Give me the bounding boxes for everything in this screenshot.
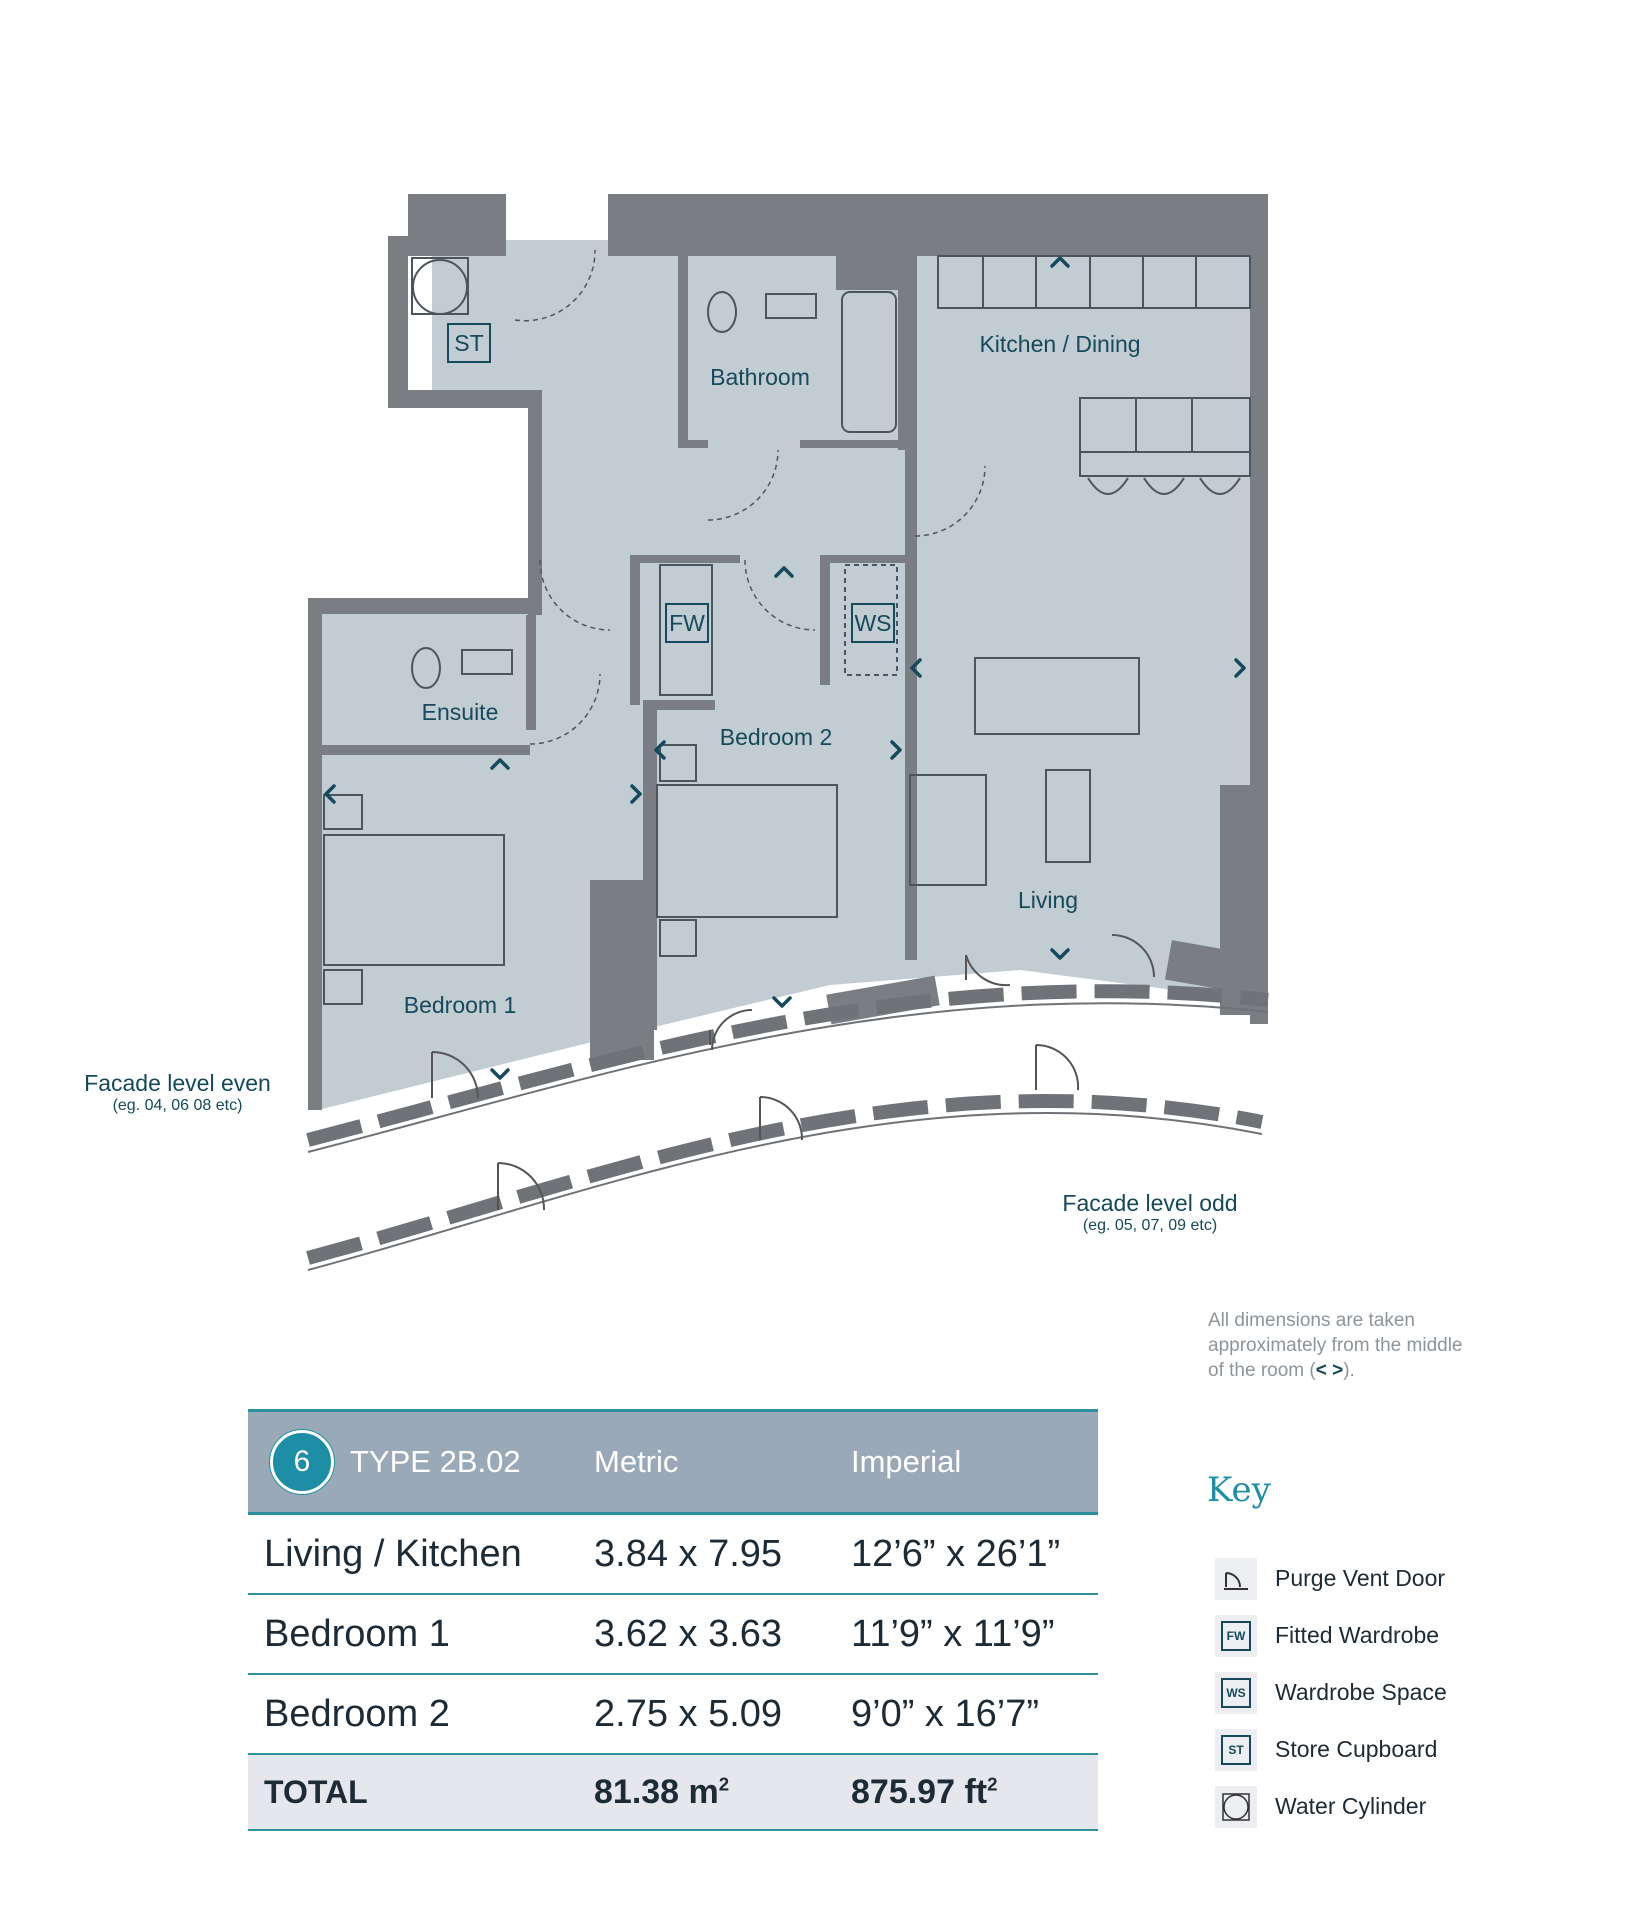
svg-text:FW: FW [669,610,705,636]
dimensions-note: All dimensions are taken approximately from the middle of the room (< >). [1208,1310,1463,1381]
svg-text:ST: ST [454,330,484,356]
key-item-water-cylinder: Water Cylinder [1215,1778,1447,1835]
key-item-wardrobe-space: WS Wardrobe Space [1215,1664,1447,1721]
metric-column-header: Metric [594,1411,851,1514]
key-item-fitted-wardrobe: FW Fitted Wardrobe [1215,1607,1447,1664]
room-label-living: Living [1017,887,1079,913]
svg-text:WS: WS [854,610,892,636]
room-label-bathroom: Bathroom [710,364,810,390]
total-row: TOTAL 81.38 $m^2$ 875.97 $ft^2$ [248,1754,1098,1830]
unit-number-badge: 6 [270,1430,334,1494]
facade-odd-glazing [308,1101,1262,1270]
facade-odd-label: Facade level odd (eg. 05, 07, 09 etc) [1062,1190,1238,1234]
purge-vent-door-icon [1215,1558,1257,1600]
unit-type: TYPE 2B.02 [350,1444,521,1479]
fitted-wardrobe-icon: FW [1215,1615,1257,1657]
table-row: Bedroom 2 2.75 x 5.09 9’0” x 16’7” [248,1674,1098,1754]
water-cylinder-icon [1215,1786,1257,1828]
key-title: Key [1207,1470,1271,1510]
area-schedule-table [248,1409,1098,1831]
room-label-bedroom-2: Bedroom 2 [719,724,833,750]
table-header [248,1411,1098,1514]
store-cupboard-icon: ST [1215,1729,1257,1771]
room-label-bedroom-1: Bedroom 1 [403,992,517,1018]
room-label-ensuite: Ensuite [421,699,499,725]
key-item-store-cupboard: ST Store Cupboard [1215,1721,1447,1778]
key-item-purge-vent-door: Purge Vent Door [1215,1550,1447,1607]
facade-even-label: Facade level even (eg. 04, 06 08 etc) [84,1070,271,1114]
wardrobe-space-icon: WS [1215,1672,1257,1714]
room-label-kitchen-dining: Kitchen / Dining [979,331,1141,357]
table-row: Bedroom 1 3.62 x 3.63 11’9” x 11’9” [248,1594,1098,1674]
imperial-column-header: Imperial [851,1411,1098,1514]
table-row: Living / Kitchen 3.84 x 7.95 12’6” x 26’1” [248,1514,1098,1595]
key-legend [1215,1550,1447,1835]
